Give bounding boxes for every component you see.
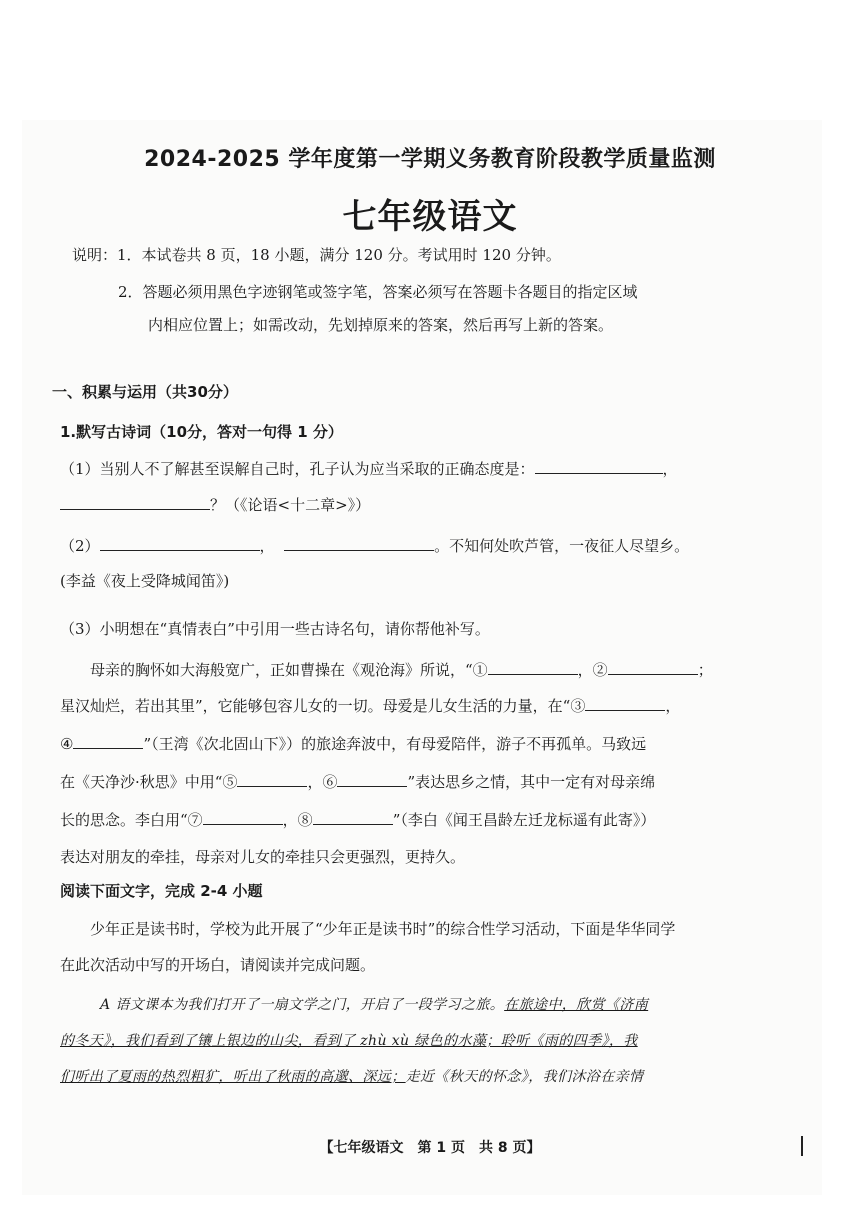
answer-blank[interactable] xyxy=(237,772,307,787)
question-1-1-cont xyxy=(60,495,370,514)
answer-blank[interactable] xyxy=(203,810,283,825)
question-1-1: （1）当别人不了解甚至误解自己时，孔子认为应当采取的正确态度是： ， xyxy=(60,460,678,478)
question-1-heading: 1.默写古诗词（10分，答对一句得 1 分） xyxy=(60,423,343,441)
question-1-2-source: (李益《夜上受降城闻笛》) xyxy=(60,572,230,590)
exam-subject: 七年级语文 xyxy=(342,197,518,237)
answer-blank[interactable] xyxy=(73,734,143,749)
reading-intro-1: 少年正是读书时，学校为此开展了“少年正是读书时”的综合性学习活动，下面是华华同学 xyxy=(90,920,676,938)
answer-blank[interactable] xyxy=(535,459,663,474)
question-1-1-source: ？（《论语<十二章>》） xyxy=(210,496,371,514)
instruction-2b: 内相应位置上；如需改动，先划掉原来的答案，然后再写上新的答案。 xyxy=(148,316,614,334)
answer-blank[interactable] xyxy=(313,810,393,825)
scan-mark xyxy=(801,1136,803,1156)
answer-blank[interactable] xyxy=(585,696,665,711)
answer-blank[interactable] xyxy=(100,536,260,551)
handwritten-line-3 xyxy=(60,1066,643,1086)
passage-text: ，⑥ xyxy=(307,773,338,791)
instruction-2a: 2．答题必须用黑色字迹钢笔或签字笔，答案必须写在答题卡各题目的指定区域 xyxy=(118,283,638,301)
passage-line-5 xyxy=(60,810,655,829)
section-heading: 一、积累与运用（共30分） xyxy=(52,383,238,401)
passage-text: ④ xyxy=(60,735,74,753)
passage-line-2: 星汉灿烂，若出其里”，它能够包容儿女的一切。母爱是儿女生活的力量，在“③ ， xyxy=(60,697,681,715)
passage-text: ”（王湾《次北固山下》）的旅途奔波中，有母爱陪伴，游子不再孤单。马致远 xyxy=(143,735,647,753)
answer-blank[interactable] xyxy=(337,772,407,787)
passage-text: 长的思念。李白用“⑦ xyxy=(60,811,203,829)
handwritten-line-1 xyxy=(100,994,648,1014)
answer-blank[interactable] xyxy=(284,536,434,551)
passage-line-6: 表达对朋友的牵挂，母亲对儿女的牵挂只会更强烈，更持久。 xyxy=(60,848,466,866)
handwritten-line-2: 的冬天》，我们看到了镶上银边的山尖，看到了 zhù xù 绿色的水藻；聆听《雨的四季》，我 xyxy=(60,1033,638,1049)
passage-text: ，② xyxy=(577,661,608,679)
answer-blank[interactable] xyxy=(60,495,210,510)
handwritten-text: 走近《秋天的怀念》，我们沐浴在亲情 xyxy=(405,1069,644,1085)
reading-intro-2: 在此次活动中写的开场白，请阅读并完成问题。 xyxy=(60,956,376,974)
passage-text: ”表达思乡之情，其中一定有对母亲绵 xyxy=(407,773,656,791)
handwritten-text: A 语文课本为我们打开了一扇文学之门，开启了一段学习之旅。 xyxy=(100,997,505,1013)
page-footer: 【七年级语文 第 1 页 共 8 页】 xyxy=(319,1140,541,1156)
reading-heading: 阅读下面文字，完成 2-4 小题 xyxy=(60,882,263,900)
answer-blank[interactable] xyxy=(608,660,698,675)
passage-line-4 xyxy=(60,772,655,791)
instruction-1: 说明：1．本试卷共 8 页，18 小题，满分 120 分。考试用时 120 分钟。 xyxy=(72,246,561,264)
question-1-2-text: 。不知何处吹芦管，一夜征人尽望乡。 xyxy=(434,537,690,555)
question-1-1-text: （1）当别人不了解甚至误解自己时，孔子认为应当采取的正确态度是： xyxy=(60,460,535,478)
question-1-2: （2） ， 。不知何处吹芦管，一夜征人尽望乡。 xyxy=(60,537,690,555)
passage-line-1: 母亲的胸怀如大海般宽广，正如曹操在《观沧海》所说，“① ，② ； xyxy=(90,661,713,679)
underlined-text: 在旅途中，欣赏《济南 xyxy=(504,997,649,1013)
underlined-text: 们听出了夏雨的热烈粗犷，听出了秋雨的高邈、深远； xyxy=(60,1069,406,1085)
passage-line-3 xyxy=(60,734,646,753)
passage-text: ，⑧ xyxy=(282,811,313,829)
passage-text: 在《天净沙·秋思》中用“⑤ xyxy=(60,773,238,791)
answer-blank[interactable] xyxy=(488,660,578,675)
exam-title: 2024-2025 学年度第一学期义务教育阶段教学质量监测 xyxy=(144,147,716,172)
passage-text: 母亲的胸怀如大海般宽广，正如曹操在《观沧海》所说，“① xyxy=(90,661,488,679)
question-1-3: （3）小明想在“真情表白”中引用一些古诗名句，请你帮他补写。 xyxy=(60,620,490,638)
passage-text: 星汉灿烂，若出其里”，它能够包容儿女的一切。母爱是儿女生活的力量，在“③ xyxy=(60,697,586,715)
passage-text: ”（李白《闻王昌龄左迁龙标遥有此寄》） xyxy=(392,811,656,829)
question-1-2-number: （2） xyxy=(60,537,100,555)
